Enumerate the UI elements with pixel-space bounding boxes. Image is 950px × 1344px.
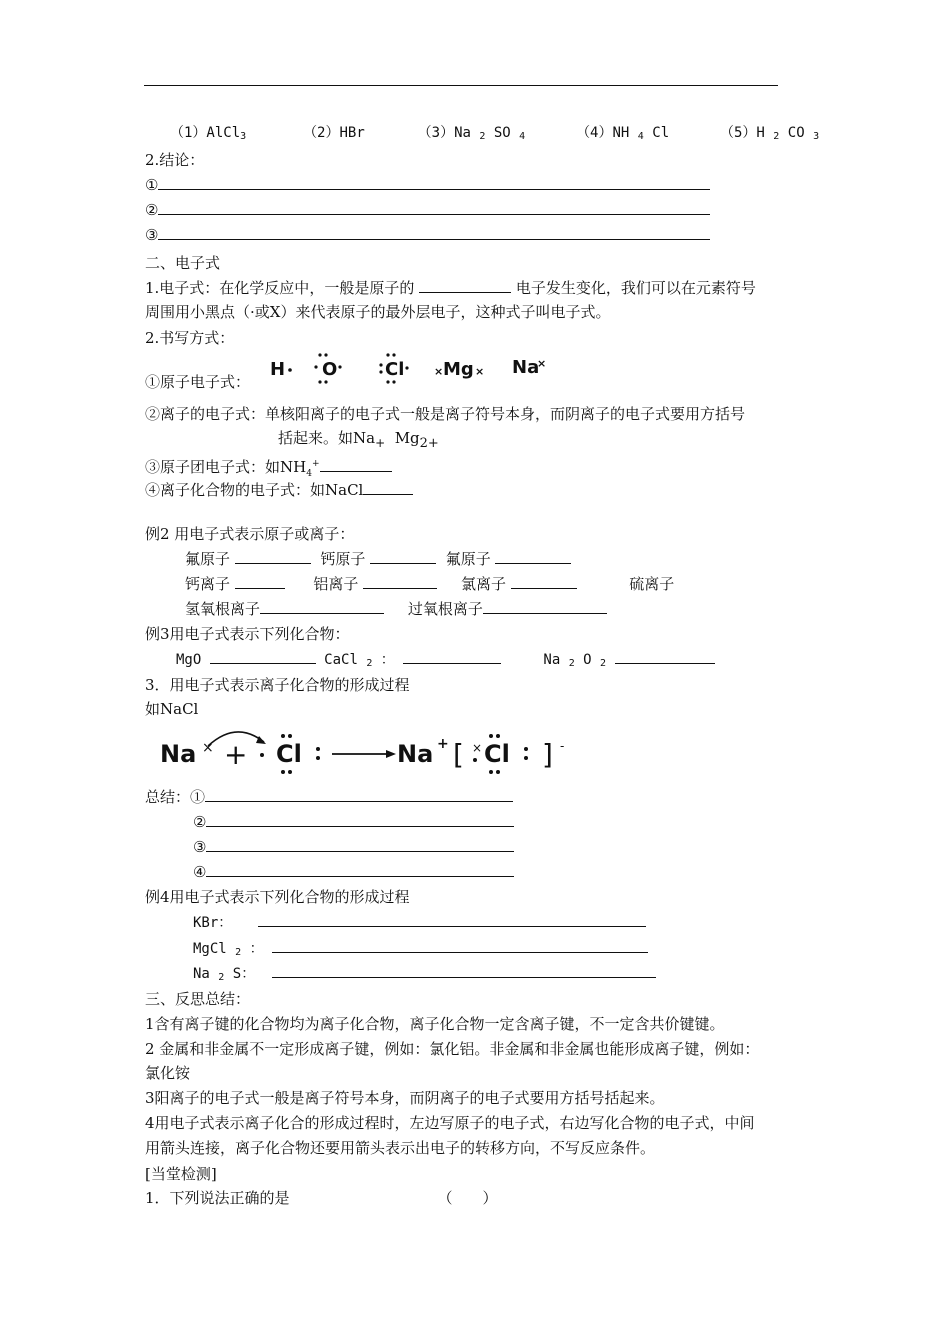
formation-example: 如NaCl	[145, 700, 199, 718]
example-4-title: 例4用电子式表示下列化合物的形成过程	[145, 888, 410, 906]
atom-formula-label: ①原子电子式：	[145, 373, 251, 391]
formula-row	[170, 123, 819, 147]
check-title: [当堂检测]	[145, 1165, 217, 1183]
nacl-formation-equation	[156, 722, 586, 782]
example-3-row: MgO CaCl $_2$ ： Na $_2$ O $_2$	[176, 650, 715, 674]
reflection-1: 1含有离子键的化合物均为离子化合物，离子化合物一定含离子键，不一定含共价键键。	[145, 1015, 725, 1033]
example-2-row-2: 钙离子 铝离子 氯离子 硫离子	[185, 575, 675, 593]
definition-line-1: 1.电子式：在化学反应中，一般是原子的 电子发生变化，我们可以在元素符号	[145, 279, 756, 297]
ion-formula-line-2: 括起来。如$Na_+$ $Mg_{2+}$	[278, 429, 439, 451]
example-2-row-3: 氢氧根离子 过氧根离子	[185, 599, 607, 619]
formula-5: （5）H $_2$ CO $_3$	[720, 125, 820, 142]
svg-text:[: [	[453, 738, 464, 771]
example-2-row-1: 氟原子 钙原子 氟原子	[185, 549, 571, 569]
example-4-mgcl2: MgCl $_2$ ：	[193, 939, 648, 963]
reflection-title: 三、反思总结：	[145, 990, 251, 1008]
summary-item-3: ③	[193, 837, 514, 857]
svg-text:]: ]	[542, 738, 553, 771]
compound-formula: ④离子化合物的电子式：如NaCl	[145, 480, 413, 500]
svg-text:Na: Na	[397, 740, 434, 768]
symbol-h: H	[270, 359, 286, 380]
svg-text:×: ×	[434, 365, 444, 378]
formula-4: （4）NH $_4$ Cl	[576, 125, 670, 142]
formula-3: （3）Na $_2$ SO $_4$	[417, 125, 526, 142]
svg-text:Cl: Cl	[276, 740, 302, 768]
reflection-4a: 4用电子式表示离子化合的形成过程时，左边写原子的电子式，右边写化合物的电子式，中间	[145, 1114, 755, 1132]
reflection-2b: 氯化铵	[145, 1064, 191, 1082]
conclusion-item-1: ①	[145, 175, 710, 195]
svg-text:Cl: Cl	[484, 740, 510, 768]
symbol-na: Na	[512, 357, 540, 378]
formula-2: （2）HBr	[303, 125, 365, 141]
svg-text:×: ×	[202, 740, 214, 756]
example-2-title: 例2 用电子式表示原子或离子：	[145, 525, 355, 543]
example-4-na2s: Na $_2$ S：	[193, 964, 656, 988]
symbol-o: O	[322, 359, 338, 380]
reflection-2a: 2 金属和非金属不一定形成离子键，例如：氯化铝。非金属和非金属也能形成离子键，例如：	[145, 1040, 760, 1058]
summary-item-2: ②	[193, 812, 514, 832]
symbol-mg: Mg	[443, 359, 474, 380]
reflection-4b: 用箭头连接，离子化合物还要用箭头表示出电子的转移方向，不写反应条件。	[145, 1139, 656, 1157]
example-4-kbr: KBr：	[193, 913, 646, 933]
example-3-title: 例3用电子式表示下列化合物：	[145, 625, 350, 643]
conclusion-item-2: ②	[145, 200, 710, 220]
definition-line-2: 周围用小黑点（·或X）来代表原子的最外层电子，这种式子叫电子式。	[145, 303, 611, 321]
conclusion-title: 2.结论：	[145, 151, 205, 169]
section-2-title: 二、电子式	[145, 254, 221, 272]
svg-text:+: +	[437, 736, 449, 752]
header-rule	[144, 85, 778, 86]
group-formula: ③原子团电子式：如$NH_4^+$	[145, 454, 392, 484]
svg-text:×: ×	[537, 357, 547, 370]
reflection-3: 3阳离子的电子式一般是离子符号本身，而阴离子的电子式要用方括号括起来。	[145, 1089, 665, 1107]
conclusion-item-3: ③	[145, 225, 710, 245]
ion-formula-line-1: ②离子的电子式：单核阳离子的电子式一般是离子符号本身，而阴离子的电子式要用方括号	[145, 405, 746, 423]
svg-text:×: ×	[475, 365, 485, 378]
svg-text:+: +	[224, 738, 248, 771]
symbol-cl: Cl	[385, 359, 405, 380]
svg-text:Na: Na	[160, 740, 197, 768]
atom-electron-formulas	[262, 348, 562, 388]
summary-item-4: ④	[193, 862, 514, 882]
writing-method-title: 2.书写方式：	[145, 329, 235, 347]
svg-text:-: -	[560, 739, 565, 753]
formation-title: 3．用电子式表示离子化合物的形成过程	[145, 676, 410, 694]
check-question-1: 1．下列说法正确的是 （ ）	[145, 1189, 498, 1207]
formula-1: （1）AlCl$_3$	[170, 125, 247, 142]
answer-paren[interactable]: （ ）	[437, 1189, 498, 1207]
summary-item-1: 总结：①	[145, 787, 513, 807]
svg-text:×: ×	[472, 741, 483, 755]
